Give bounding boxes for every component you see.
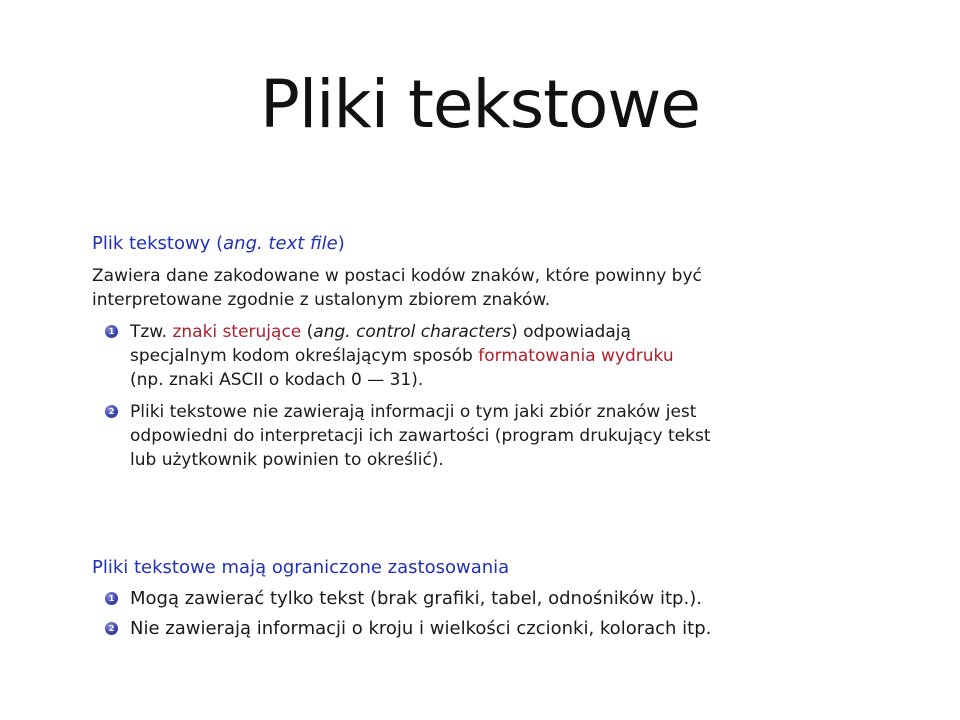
item-text: Tzw. bbox=[130, 322, 173, 342]
enum-item bbox=[92, 584, 892, 614]
enum-list bbox=[92, 584, 892, 644]
number-badge-icon: 1 bbox=[105, 592, 118, 605]
block-title-end: ) bbox=[337, 233, 345, 254]
enum-list bbox=[92, 320, 892, 472]
block-title-start: Plik tekstowy ( bbox=[92, 233, 224, 254]
number-badge-icon: 2 bbox=[105, 405, 118, 418]
slide-title: Pliki tekstowe bbox=[260, 66, 700, 143]
item-highlight: formatowania wydruku bbox=[478, 346, 674, 366]
block-title-ang: ang. text file bbox=[223, 233, 338, 254]
block-intro: Zawiera dane zakodowane w postaci kodów znaków, które powinny być interpretowane zgodnie z ustalonym zbiorem znaków. bbox=[92, 266, 702, 310]
block-plik-tekstowy bbox=[92, 232, 892, 472]
item-text: Pliki tekstowe nie zawierają informacji o tym jaki zbiór znaków jest odpowiedni do interpretacji ich zawartości (program drukujący tekst lub użytkownik powinien to określić). bbox=[130, 402, 711, 470]
enum-item bbox=[92, 614, 892, 644]
item-text: ( bbox=[301, 322, 314, 342]
item-text: ) odpowiadają specjalnym kodom określającym sposób bbox=[130, 322, 631, 366]
block-ograniczone bbox=[92, 556, 892, 644]
item-text: (np. znaki ASCII o kodach 0 — 31). bbox=[130, 370, 424, 390]
block-title bbox=[92, 232, 892, 256]
item-text: Nie zawierają informacji o kroju i wielkości czcionki, kolorach itp. bbox=[130, 618, 712, 639]
number-badge-icon: 2 bbox=[105, 622, 118, 635]
enum-item bbox=[92, 320, 690, 392]
item-text: Mogą zawierać tylko tekst (brak grafiki, tabel, odnośników itp.). bbox=[130, 588, 702, 609]
item-italic: ang. control characters bbox=[313, 322, 512, 342]
enum-item bbox=[92, 400, 720, 472]
item-highlight: znaki sterujące bbox=[172, 322, 302, 342]
number-badge-icon: 1 bbox=[105, 325, 118, 338]
block-title: Pliki tekstowe mają ograniczone zastosowania bbox=[92, 557, 510, 578]
